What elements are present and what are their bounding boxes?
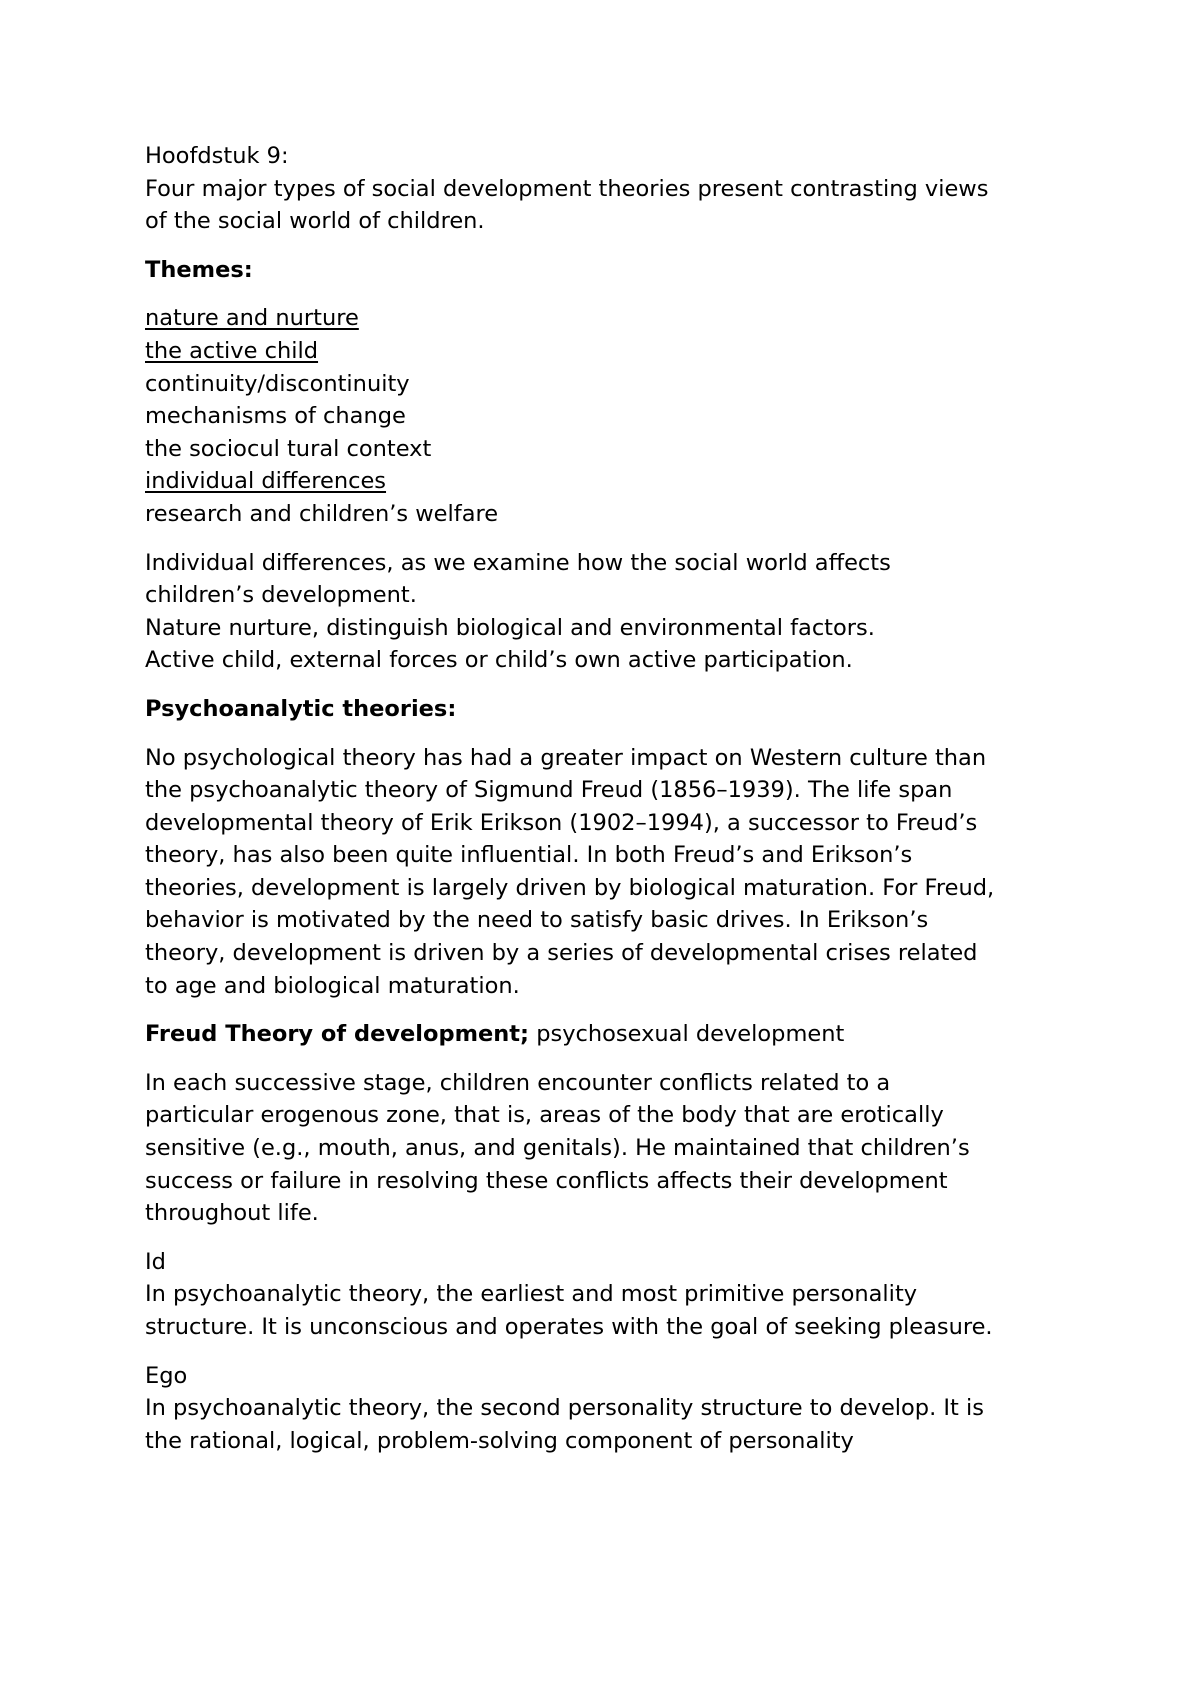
body-line: to age and biological maturation. <box>145 972 520 999</box>
body-line: No psychological theory has had a greater impact on Western culture than <box>145 744 987 771</box>
freud-heading-rest: psychosexual development <box>529 1021 845 1048</box>
themes-heading: Themes: <box>145 256 253 283</box>
intro-line: Four major types of social development theories present contrasting views <box>145 175 989 202</box>
body-line: theory, has also been quite influential. In both Freud’s and Erikson’s <box>145 842 913 869</box>
body-line: behavior is motivated by the need to satisfy basic drives. In Erikson’s <box>145 907 929 934</box>
intro-line: of the social world of children. <box>145 208 485 235</box>
theme-item: mechanisms of change <box>145 403 406 430</box>
psychoanalytic-heading-paragraph <box>145 693 1085 726</box>
theme-item: continuity/discontinuity <box>145 370 410 397</box>
theme-item: research and children’s welfare <box>145 500 499 527</box>
theme-note-line: Nature nurture, distinguish biological and environmental factors. <box>145 614 875 641</box>
body-line: the rational, logical, problem-solving component of personality <box>145 1427 854 1454</box>
id-paragraph <box>145 1246 1085 1344</box>
body-line: developmental theory of Erik Erikson (1902–1994), a successor to Freud’s <box>145 809 978 836</box>
body-line: particular erogenous zone, that is, areas of the body that are erotically <box>145 1102 944 1129</box>
body-line: throughout life. <box>145 1200 319 1227</box>
body-line: theory, development is driven by a series of developmental crises related <box>145 940 978 967</box>
theme-item: the sociocul tural context <box>145 435 432 462</box>
body-line: structure. It is unconscious and operates with the goal of seeking pleasure. <box>145 1314 993 1340</box>
body-line: sensitive (e.g., mouth, anus, and genitals). He maintained that children’s <box>145 1135 970 1162</box>
theme-note-line: Active child, external forces or child’s own active participation. <box>145 647 853 674</box>
theme-note-line: children’s development. <box>145 582 417 609</box>
ego-paragraph <box>145 1360 1085 1458</box>
body-line: In psychoanalytic theory, the earliest and most primitive personality <box>145 1281 918 1308</box>
themes-heading-paragraph <box>145 254 1085 287</box>
freud-paragraph <box>145 1067 1085 1230</box>
body-line: theories, development is largely driven by biological maturation. For Freud, <box>145 874 995 901</box>
chapter-title: Hoofdstuk 9: <box>145 143 289 169</box>
theme-item: individual differences <box>145 468 387 495</box>
body-line: success or failure in resolving these conflicts affects their development <box>145 1167 948 1194</box>
freud-heading <box>145 1018 1085 1051</box>
ego-term: Ego <box>145 1362 188 1389</box>
body-line: In psychoanalytic theory, the second personality structure to develop. It is <box>145 1395 984 1422</box>
intro-paragraph <box>145 140 1085 238</box>
freud-heading-bold: Freud Theory of development; <box>145 1021 530 1048</box>
psychoanalytic-paragraph <box>145 742 1085 1003</box>
id-term: Id <box>145 1248 166 1275</box>
theme-item: nature and nurture <box>145 305 359 332</box>
theme-note-line: Individual differences, as we examine how the social world affects <box>145 549 891 576</box>
body-line: the psychoanalytic theory of Sigmund Freud (1856–1939). The life span <box>145 777 953 804</box>
theme-notes-paragraph <box>145 547 1085 677</box>
body-line: In each successive stage, children encounter conflicts related to a <box>145 1069 891 1096</box>
theme-item: the active child <box>145 337 319 364</box>
document-page <box>145 140 1085 1473</box>
psychoanalytic-heading: Psychoanalytic theories: <box>145 695 457 722</box>
freud-heading-paragraph <box>145 1018 1085 1051</box>
themes-list <box>145 302 1085 530</box>
